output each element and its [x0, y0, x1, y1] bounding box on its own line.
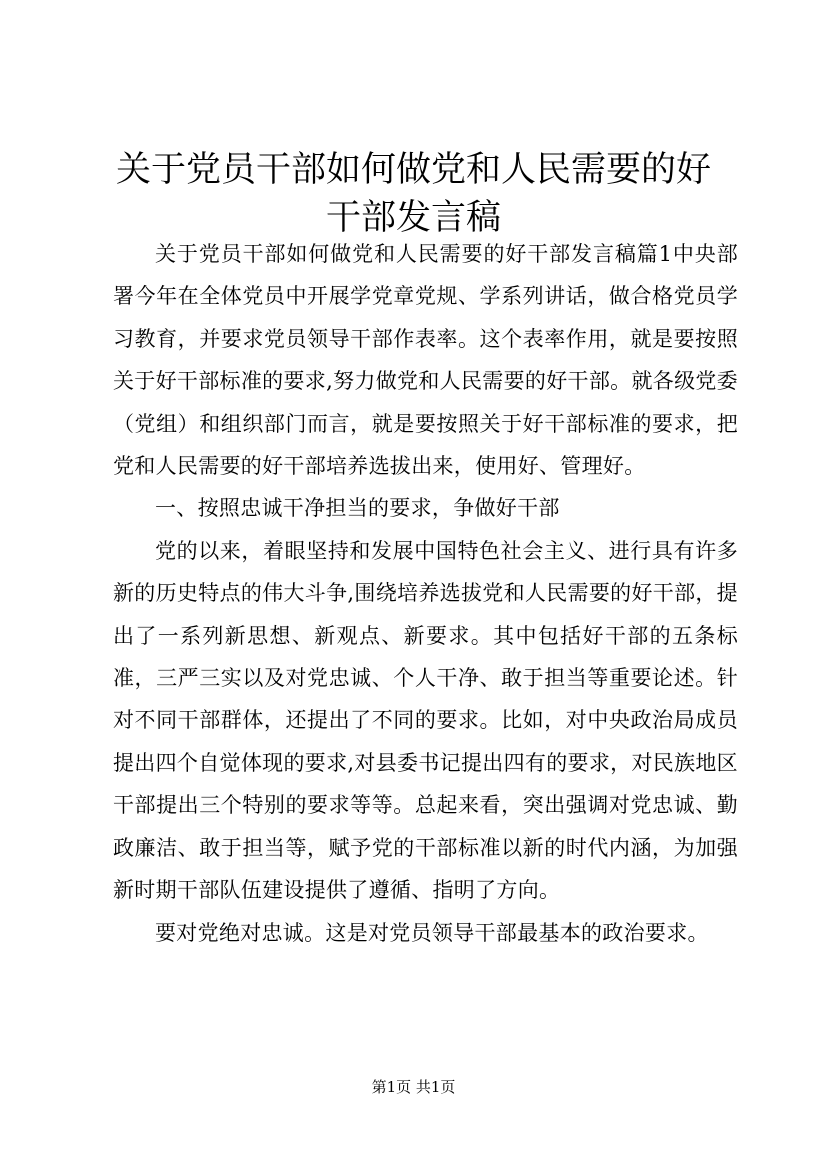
- page-footer: [0, 1077, 827, 1097]
- paragraph-intro: 关于党员干部如何做党和人民需要的好干部发言稿篇1中央部署今年在全体党员中开展学党章党规、学系列讲话，做合格党员学习教育，并要求党员领导干部作表率。这个表率作用，就是要按照关于好干部标准的要求,努力做党和人民需要的好干部。就各级党委（党组）和组织部门而言，就是要按照关于好干部标准的要求，把党和人民需要的好干部培养选拔出来，使用好、管理好。: [113, 242, 738, 479]
- document-body: [113, 233, 738, 954]
- paragraph-loyalty: 要对党绝对忠诚。这是对党员领导干部最基本的政治要求。: [155, 920, 709, 945]
- paragraph-section-heading: 一、按照忠诚干净担当的要求，争做好干部: [155, 496, 560, 521]
- document-title: 关于党员干部如何做党和人民需要的好干部发言稿: [115, 150, 711, 238]
- page-number-text: 第1页 共1页: [371, 1078, 456, 1096]
- paragraph-history: 党的以来，着眼坚持和发展中国特色社会主义、进行具有许多新的历史特点的伟大斗争,围绕培养选拔党和人民需要的好干部，提出了一系列新思想、新观点、新要求。其中包括好干部的五条标准，三严三实以及对党忠诚、个人干净、敢于担当等重要论述。针对不同干部群体，还提出了不同的要求。比如，对中央政治局成员提出四个自觉体现的要求,对县委书记提出四有的要求，对民族地区干部提出三个特别的要求等等。总起来看，突出强调对党忠诚、勤政廉洁、敢于担当等，赋予党的干部标准以新的时代内涵，为加强新时期干部队伍建设提供了遵循、指明了方向。: [113, 538, 738, 903]
